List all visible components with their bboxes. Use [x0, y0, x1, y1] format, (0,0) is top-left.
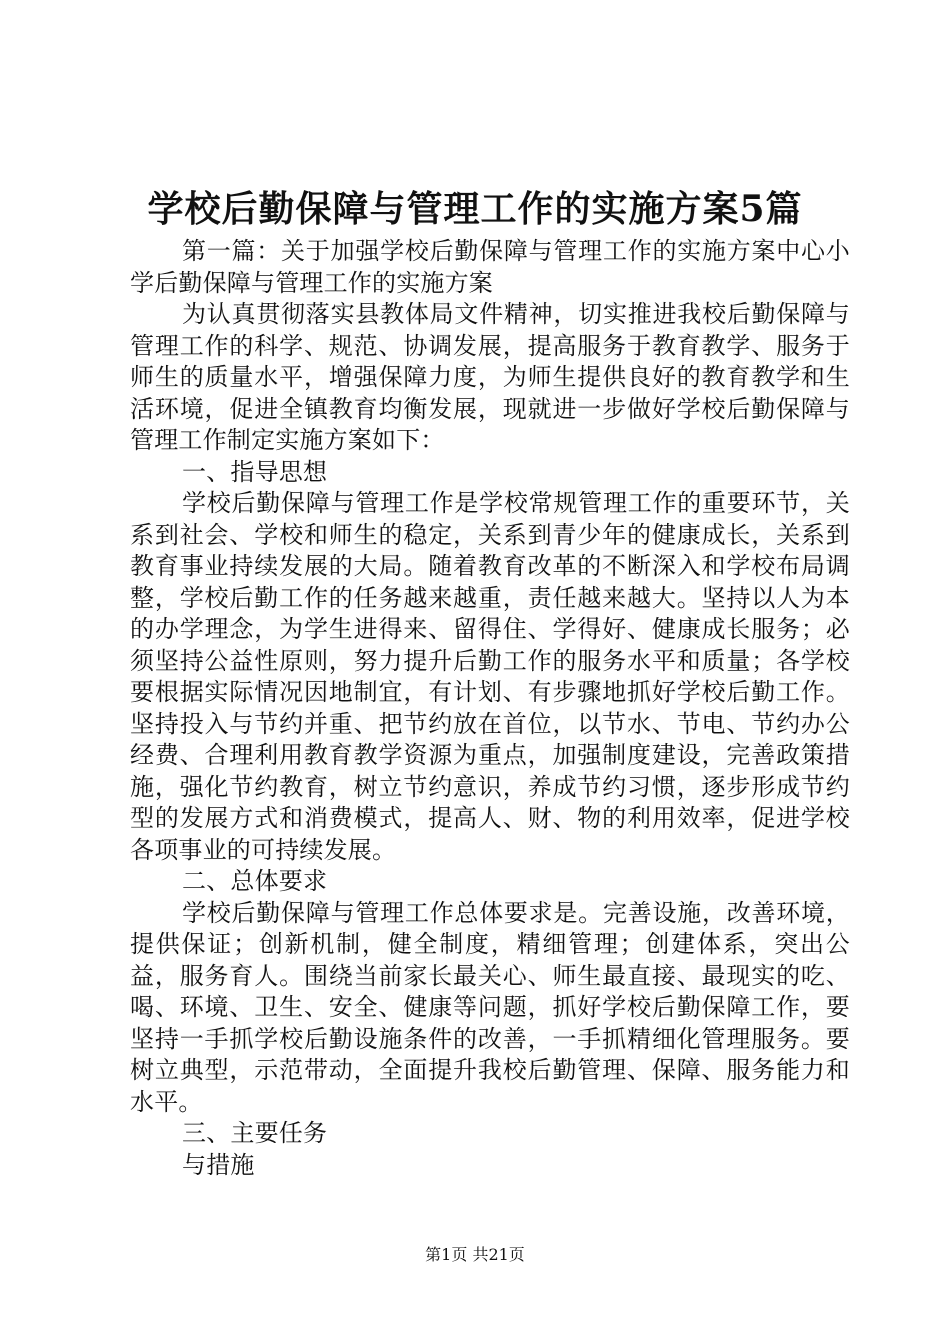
- paragraph-guiding-ideology: 学校后勤保障与管理工作是学校常规管理工作的重要环节，关系到社会、学校和师生的稳定，关系到青少年的健康成长，关系到教育事业持续发展的大局。随着教育改革的不断深入和学校布局调整，学校后勤工作的任务越来越重，责任越来越大。坚持以人为本的办学理念，为学生进得来、留得住、学得好、健康成长服务；必须坚持公益性原则，努力提升后勤工作的服务水平和质量；各学校要根据实际情况因地制宜，有计划、有步骤地抓好学校后勤工作。坚持投入与节约并重、把节约放在首位，以节水、节电、节约办公经费、合理利用教育教学资源为重点，加强制度建设，完善政策措施，强化节约教育，树立节约意识，养成节约习惯，逐步形成节约型的发展方式和消费模式，提高人、财、物的利用效率，促进学校各项事业的可持续发展。: [130, 489, 850, 864]
- section-heading-guiding-ideology: 一、指导思想: [182, 457, 328, 486]
- paragraph-overall-requirements: 学校后勤保障与管理工作总体要求是。完善设施，改善环境，提供保证；创新机制，健全制度，精细管理；创建体系，突出公益，服务育人。围绕当前家长最关心、师生最直接、最现实的吃、喝、环境、卫生、安全、健康等问题，抓好学校后勤保障工作，要坚持一手抓学校后勤设施条件的改善，一手抓精细化管理服务。要树立典型，示范带动，全面提升我校后勤管理、保障、服务能力和水平。: [130, 898, 850, 1116]
- paragraph-intro: 为认真贯彻落实县教体局文件精神，切实推进我校后勤保障与管理工作的科学、规范、协调发展，提高服务于教育教学、服务于师生的质量水平，增强保障力度，为师生提供良好的教育教学和生活环境，促进全镇教育均衡发展，现就进一步做好学校后勤保障与管理工作制定实施方案如下：: [130, 300, 850, 454]
- page-number-footer: 第1页 共21页: [425, 1245, 525, 1264]
- document-title: 学校后勤保障与管理工作的实施方案5篇: [147, 188, 803, 230]
- document-body: [130, 236, 850, 1181]
- section-heading-main-tasks: 三、主要任务: [182, 1119, 328, 1147]
- section-heading-main-tasks-continued: 与措施: [182, 1150, 255, 1179]
- section-heading-overall-requirements: 二、总体要求: [182, 867, 328, 895]
- paragraph-part-one-heading: 第一篇：关于加强学校后勤保障与管理工作的实施方案中心小学后勤保障与管理工作的实施方案: [130, 237, 850, 297]
